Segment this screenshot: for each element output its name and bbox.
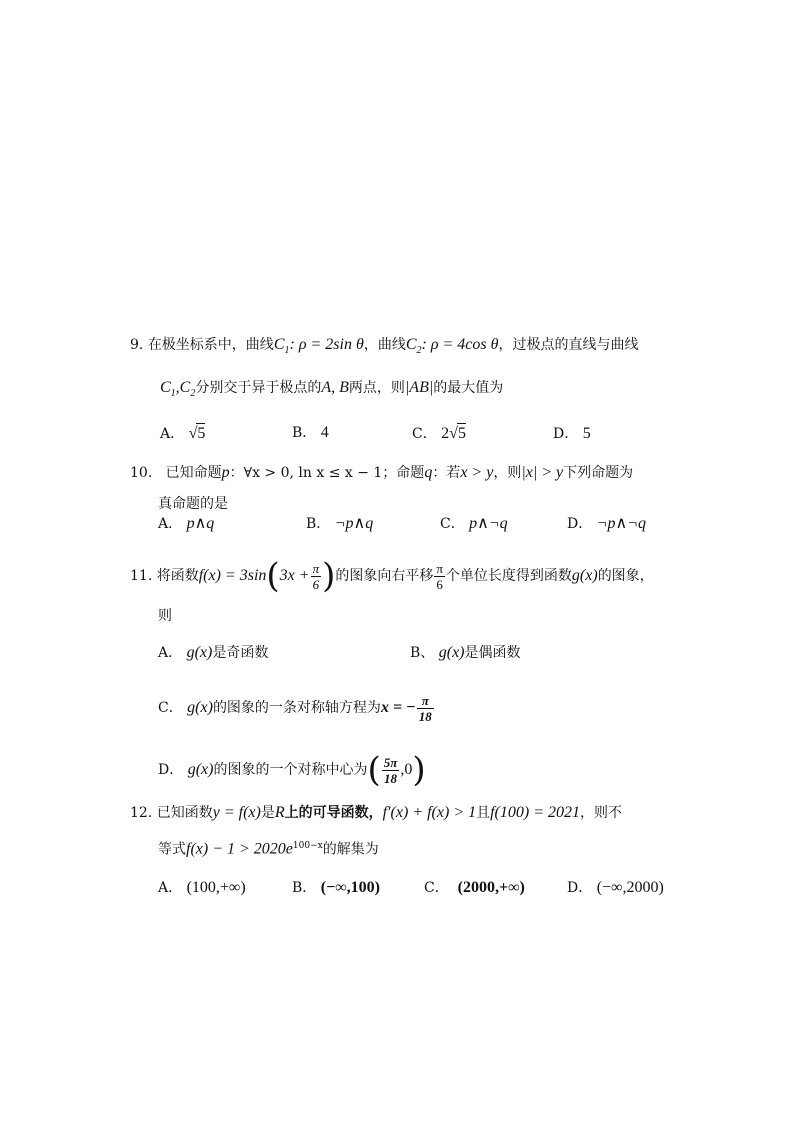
q11-option-c-frac: $\frac{\pi}{18}$ — [418, 692, 432, 724]
q12-R: R — [274, 804, 285, 821]
q11-option-d-frac: $\frac{5\pi}{18}$ — [383, 754, 398, 786]
q9-text: 在极坐标系中，曲线 — [147, 337, 274, 353]
q10-cond: x > y — [460, 464, 494, 481]
q10-line2: 真命题的是 — [158, 496, 228, 512]
q10-concl: |x| > y — [521, 464, 564, 481]
q12-text: 上的可导函数， — [284, 805, 383, 821]
q10-text: ，则 — [493, 465, 522, 481]
q11-option-d: D． g(x)的图象的一个对称中心为( $\frac{5\pi}{18}$ ,0) — [158, 750, 426, 790]
q9-points: A, B — [321, 379, 349, 396]
q10-p: p — [221, 464, 230, 481]
q12-y: y = f(x) — [212, 804, 261, 821]
q11-line1: 11. 将函数f(x) = 3sin(3x + $\frac{\pi}{6}$ )的图象向右平移 $\frac{\pi}{6}$ 个单位长度得到函数g(x)的图象， — [130, 556, 654, 596]
q12-line2: 等式$f(x) - 1 > 2020e^{100-x}$的解集为 — [158, 840, 379, 858]
q12-ineq: f(x) − 1 > 2020e — [186, 840, 293, 858]
q9-c2: $C_2$: ρ = 4cos θ — [405, 336, 499, 357]
q11-line2: 则 — [158, 608, 172, 624]
q12-text: 已知函数 — [156, 805, 213, 821]
q9-text: 两点，则 — [348, 380, 405, 396]
q9-option-a: A． √5 — [160, 425, 206, 442]
q12-cond: f′(x) + f(x) > 1 — [382, 804, 477, 821]
q10-option-a: A． p∧q — [158, 515, 215, 532]
q9-c1: $C_1$: ρ = 2sin θ — [273, 336, 364, 357]
q12-number: 12. — [130, 805, 153, 821]
q11-inner: 3x + — [279, 567, 310, 584]
q9-text: 分别交于异于极点的 — [195, 380, 322, 396]
q9-line2 — [160, 378, 503, 404]
q11-text: 的图象向右平移 — [335, 568, 434, 584]
q9-text: ，曲线 — [363, 337, 406, 353]
q10-text: ：∀x > 0, ln x ≤ x − 1；命题 — [229, 465, 425, 481]
q11-option-a: A． g(x)是奇函数 — [158, 644, 269, 661]
q10-line1 — [130, 463, 633, 483]
q11-option-c: C． g(x)的图象的一条对称轴方程为x = − $\frac{\pi}{18}$ — [158, 692, 432, 724]
q9-text: ，过极点的直线与曲线 — [498, 337, 639, 353]
q12-option-c: C． (2000,+∞) — [424, 879, 525, 896]
q12-line1 — [130, 803, 622, 823]
q11-option-b: B、 g(x)是偶函数 — [410, 644, 521, 661]
q11-g: g(x) — [571, 567, 598, 584]
q11-text: 将函数 — [156, 568, 199, 584]
q9-curves: $C_1,C_2$ — [160, 379, 196, 400]
q12-option-b: B． (−∞,100) — [292, 879, 380, 896]
q9-text: 的最大值为 — [433, 380, 504, 396]
q9-line1 — [130, 335, 639, 361]
q12-val: f(100) = 2021 — [490, 804, 581, 821]
q11-number: 11. — [130, 568, 153, 584]
q10-text: ：若 — [432, 465, 461, 481]
q9-number: 9. — [130, 337, 144, 353]
q10-option-b: B． ¬p∧q — [306, 515, 374, 532]
q12-text: 且 — [476, 805, 491, 821]
q11-text: 个单位长度得到函数 — [445, 568, 572, 584]
q9-option-b: B． 4 — [292, 424, 329, 441]
q9-option-d: D． 5 — [553, 425, 591, 442]
q11-function: f(x) = 3sin — [198, 567, 267, 584]
q9-option-c: C． 2√5 — [412, 425, 466, 442]
q10-text: 下列命题为 — [563, 465, 634, 481]
q12-option-d: D． (−∞,2000) — [567, 879, 664, 896]
q11-text: 的图象， — [597, 568, 654, 584]
q11-shift: $\frac{\pi}{6}$ — [436, 560, 443, 592]
q10-number: 10. — [130, 465, 153, 481]
q10-option-c: C． p∧¬q — [440, 515, 508, 532]
q12-option-a: A． (100,+∞) — [158, 879, 246, 896]
q12-text: ，则不 — [580, 805, 623, 821]
q10-text: 已知命题 — [165, 465, 222, 481]
q12-text: 是 — [260, 805, 275, 821]
q9-abs: |AB| — [404, 379, 434, 396]
q11-frac: $\frac{\pi}{6}$ — [312, 560, 320, 592]
q10-option-d: D． ¬p∧¬q — [567, 515, 646, 532]
q10-q: q — [424, 464, 433, 481]
